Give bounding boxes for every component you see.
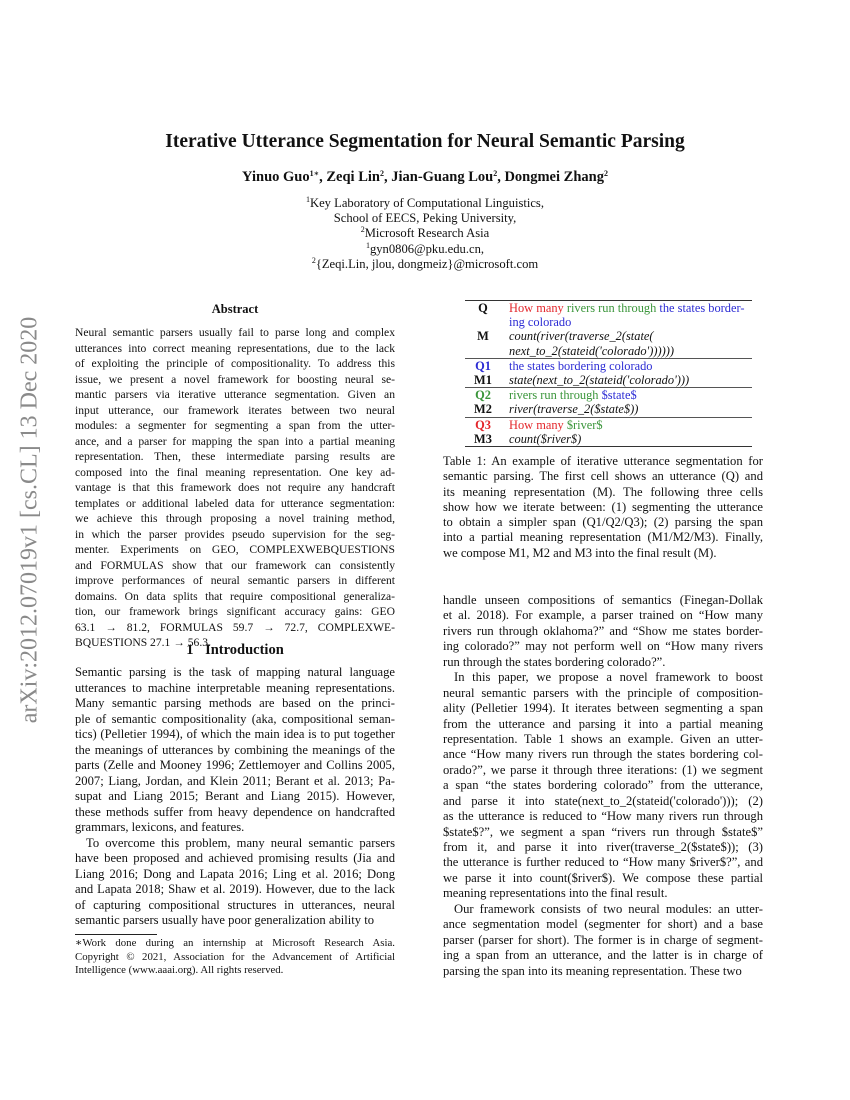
- meaning-representation: [501, 402, 638, 416]
- author-list: [0, 169, 850, 186]
- text-line: we achieve this through proposing a novel training method,: [75, 512, 395, 525]
- utterance-segment: $state$: [601, 388, 637, 403]
- right-column-text: [443, 593, 763, 979]
- table-bottom-rule: [465, 446, 752, 447]
- footnote-divider: [75, 934, 157, 935]
- row-label: M3: [474, 431, 492, 446]
- author-affiliation-mark: 2: [603, 169, 608, 178]
- text-line: parser (parser for short). The former is in charge of segment-: [443, 932, 763, 947]
- text-line: Copyright © 2021, Association for the Advancement of Artificial: [75, 950, 395, 963]
- row-label: [465, 344, 501, 358]
- affiliation-text: {Zeqi.Lin, jlou, dongmeiz}@microsoft.com: [315, 256, 539, 271]
- affiliation-text: Key Laboratory of Computational Linguistics,: [310, 196, 544, 210]
- text-line: menter. Experiments on GEO, COMPLEXWEBQUESTIONS: [75, 543, 395, 556]
- utterance: [501, 315, 571, 329]
- text-line: tion, our framework brings significant accuracy gains: GEO: [75, 605, 395, 618]
- row-label: [465, 315, 501, 329]
- paper-title: Iterative Utterance Segmentation for Neural Semantic Parsing: [165, 131, 685, 152]
- text-line: domains. On data splits that require compositional generaliza-: [75, 589, 395, 603]
- row-label: Q2: [475, 388, 491, 403]
- text-line: parsing the span into its meaning representation. These two: [443, 963, 742, 978]
- author-name: Yinuo Guo: [242, 169, 310, 185]
- text-line: input utterance, our framework iterates between two neural: [75, 403, 395, 417]
- text-line: rivers run through oklahoma?” and “Show me states border-: [443, 623, 763, 638]
- paragraph: [75, 836, 395, 929]
- text-line: representation. Then, these intermediate parsing results are: [75, 450, 395, 463]
- text-line: representation. Table 1 shows an example. Given an utter-: [443, 731, 763, 746]
- author-name: Zeqi Lin: [326, 169, 380, 185]
- table-row: [465, 329, 752, 343]
- table-row: [465, 432, 752, 446]
- text-line: supat and Liang 2015; Berant and Liang 2015). However,: [75, 789, 395, 803]
- text-line: utterances into correct meaning representations, due to the lack: [75, 341, 395, 355]
- row-label: Q1: [475, 358, 491, 373]
- utterance-segment: rivers run through: [566, 301, 660, 315]
- affiliation-mark: 1: [365, 240, 370, 250]
- text-line: Neural semantic parsers usually fail to parse long and complex: [75, 326, 395, 339]
- table-caption: [443, 454, 763, 561]
- text-line: ance segmentation model (segmenter for short) and a base: [443, 917, 763, 932]
- utterance: [501, 418, 603, 432]
- text-line: run through the states bordering colorado?”.: [443, 654, 666, 669]
- utterance-segment: $river$: [566, 417, 603, 432]
- text-line: Table 1: An example of iterative utterance segmentation for: [443, 454, 763, 468]
- text-line: composed into the final meaning representation. One key ad-: [75, 465, 395, 479]
- utterance-segment: river(traverse_2($state$)): [509, 402, 639, 417]
- example-table: [465, 300, 752, 447]
- paragraph: [75, 937, 395, 978]
- table-row: [465, 373, 752, 387]
- text-line: utterances to machine interpretable meaning representations.: [75, 680, 395, 695]
- text-line: and FORMULAS show that our framework can consistently: [75, 558, 395, 572]
- row-label: M2: [474, 402, 492, 417]
- text-line: to obtain a simpler span (Q1/Q2/Q3); (2) parsing the span: [443, 515, 763, 530]
- paragraph: [443, 454, 763, 561]
- meaning-representation: [501, 373, 689, 387]
- text-line: neural semantic parsers with the principle of composition-: [443, 685, 763, 700]
- text-line: ance “How many rivers run through the states bordering col-: [443, 747, 763, 762]
- utterance-segment: the states border-: [659, 301, 745, 315]
- table-row: [465, 301, 752, 315]
- text-line: ance, and a parser for mapping the span into a partial meaning: [75, 434, 395, 448]
- text-line: orado?”, we parse it through three iterations: (1) we segment: [443, 762, 763, 777]
- affiliation-line: [0, 196, 850, 211]
- text-line: as the utterance is reduced to “How many rivers run through: [443, 809, 763, 824]
- text-line: into a partial meaning representation (M1/M2/M3). Finally,: [443, 530, 763, 545]
- author-separator: ,: [497, 169, 505, 185]
- meaning-representation: [501, 344, 674, 358]
- table-row: [465, 315, 752, 329]
- row-label: Q3: [475, 417, 491, 432]
- meaning-representation: [501, 329, 654, 343]
- text-line: Intelligence (www.aaai.org). All rights reserved.: [75, 964, 284, 977]
- paragraph: [75, 665, 395, 836]
- text-line: modules: a segmenter for segmenting a span from the utter-: [75, 419, 395, 432]
- text-line: these methods suffer from heavy dependence on handcrafted: [75, 804, 395, 819]
- text-line: from it, and parse it into river(traverse_2($state$)); (3): [443, 840, 763, 854]
- author-separator: ,: [383, 169, 392, 185]
- paragraph: [443, 670, 763, 902]
- affiliation-mark: 1: [306, 195, 310, 204]
- table-row: [465, 359, 752, 373]
- table-row: [465, 388, 752, 402]
- text-line: its meaning representation (M). The following three cells: [443, 484, 763, 499]
- author-affiliation-mark: 2: [493, 169, 498, 178]
- author-affiliation-mark: 1∗: [309, 169, 320, 178]
- utterance-segment: count($river$): [509, 431, 582, 446]
- affiliation-text: Microsoft Research Asia: [364, 226, 490, 241]
- paragraph: [443, 902, 763, 979]
- author-name: Dongmei Zhang: [504, 169, 604, 185]
- row-label: Q: [478, 301, 488, 315]
- affiliation-mark: 2: [311, 255, 316, 265]
- text-line: parts (Zelle and Mooney 1996; Zettlemoyer and Collins 2005,: [75, 758, 395, 772]
- author-name: Jian-Guang Lou: [391, 169, 494, 185]
- text-line: ing colorado?” may not perform well on “How many rivers: [443, 639, 763, 654]
- affiliation-line: [0, 226, 850, 241]
- text-line: et al. 2018). For example, a parser trained on “How many: [443, 608, 763, 623]
- utterance: [501, 301, 744, 315]
- row-label: M1: [474, 372, 492, 387]
- utterance: [501, 359, 652, 373]
- text-line: meaning representations into the final result.: [443, 886, 668, 901]
- text-line: improve performances of neural semantic parsers in different: [75, 574, 395, 587]
- arxiv-identifier: arXiv:2012.07019v1 [cs.CL] 13 Dec 2020: [16, 316, 43, 724]
- introduction-text: [75, 665, 395, 929]
- text-line: of exploiting the principle of compositionality. To address this: [75, 357, 395, 370]
- text-line: and Lapata 2018; Shaw et al. 2019). However, due to the lack: [75, 882, 395, 896]
- text-line: ∗Work done during an internship at Microsoft Research Asia.: [75, 937, 395, 949]
- text-line: semantic parsers usually have poor generalization ability to: [75, 913, 375, 927]
- table-row: [465, 418, 752, 432]
- text-line: vantage is that this framework does not require any handcraft: [75, 481, 395, 494]
- table-row: [465, 344, 752, 358]
- meaning-representation: [501, 432, 581, 446]
- text-line: show how we iterate between: (1) segmenting the utterance: [443, 499, 763, 514]
- utterance-segment: the states bordering colorado: [509, 358, 653, 373]
- utterance-segment: How many: [509, 417, 567, 432]
- author-separator: ,: [319, 169, 327, 185]
- utterance: [501, 388, 637, 402]
- text-line: the utterance is further reduced to “How many $river$?”, and: [443, 855, 763, 870]
- text-line: semantic parsing. The first cell shows an utterance (Q) and: [443, 469, 763, 484]
- row-label: M: [477, 329, 489, 344]
- text-line: 63.1 → 81.2, FORMULAS 59.7 → 72.7, COMPLEXWE-: [75, 620, 395, 634]
- utterance-segment: next_to_2(stateid('colorado')))))): [509, 343, 674, 358]
- text-line: handle unseen compositions of semantics (Finegan-Dollak: [443, 593, 763, 607]
- text-line: in which the parser provides pseudo supervision for the seg-: [75, 527, 395, 541]
- author-affiliation-mark: 2: [379, 169, 384, 178]
- utterance-segment: rivers run through: [509, 388, 602, 403]
- text-line: ality (Pelletier 1994). It iterates between segmenting a span: [443, 701, 763, 716]
- text-line: templates or additional labeled data for utterance segmentation:: [75, 496, 395, 510]
- text-line: To overcome this problem, many neural semantic parsers: [86, 835, 395, 850]
- utterance-segment: state(next_to_2(stateid('colorado'))): [509, 372, 690, 387]
- text-line: Our framework consists of two neural modules: an utter-: [454, 901, 763, 916]
- text-line: a span “the states bordering colorado” from the utterance,: [443, 778, 763, 793]
- affiliation-line: [0, 242, 850, 257]
- text-line: issue, we present a novel framework for boosting neural se-: [75, 372, 395, 386]
- text-line: Semantic parsing is the task of mapping natural language: [75, 665, 395, 679]
- text-line: of capturing compositional structures in utterances, neural: [75, 897, 395, 912]
- affiliation-mark: 2: [360, 225, 365, 235]
- table-row: [465, 402, 752, 416]
- footnote: [75, 937, 395, 978]
- utterance-segment: ing colorado: [509, 315, 572, 330]
- utterance-segment: How many: [509, 301, 567, 315]
- affiliation-text: gyn0806@pku.edu.cn,: [369, 241, 485, 256]
- text-line: tics) (Pelletier 1994), of which the main idea is to put together: [75, 727, 395, 741]
- text-line: Liang 2016; Dong and Lapata 2016; Ling et al. 2016; Dong: [75, 866, 395, 881]
- text-line: from the utterance and parsing it into a partial meaning: [443, 716, 763, 731]
- abstract-text: [75, 325, 395, 651]
- text-line: and parse it into state(next_to_2(stateid('colorado'))); (2): [443, 793, 763, 808]
- text-line: $state$?”, we segment a span “rivers run through $state$”: [443, 824, 763, 839]
- affiliations: [0, 196, 850, 272]
- text-line: have been proposed and achieved promising results (Jia and: [75, 851, 395, 865]
- text-line: ing a span from an utterance, and the latter is in charge of: [443, 948, 763, 963]
- text-line: BQUESTIONS 27.1 → 56.3.: [75, 636, 211, 649]
- text-line: In this paper, we propose a novel framework to boost: [454, 670, 763, 685]
- paragraph: [443, 593, 763, 670]
- paragraph: [75, 325, 395, 651]
- affiliation-line: [0, 211, 850, 226]
- text-line: the meanings of utterances by combining the meanings of the: [75, 742, 395, 757]
- affiliation-line: [0, 257, 850, 272]
- text-line: we parse it into count($river$). We compose these partial: [443, 870, 763, 885]
- text-line: grammars, lexicons, and features.: [75, 820, 245, 834]
- text-line: 2007; Liang, Jordan, and Klein 2011; Berant et al. 2013; Pa-: [75, 773, 395, 788]
- text-line: Many semantic parsing methods are based on the princi-: [75, 696, 395, 710]
- affiliation-text: School of EECS, Peking University,: [333, 211, 517, 226]
- text-line: ple of semantic compositionality (aka, compositional seman-: [75, 711, 395, 726]
- text-line: we compose M1, M2 and M3 into the final result (M).: [443, 545, 717, 560]
- utterance-segment: count(river(traverse_2(state(: [509, 329, 654, 344]
- text-line: mantic parsers via iterative utterance segmentation. Given an: [75, 388, 395, 401]
- abstract-heading: Abstract: [211, 302, 259, 316]
- section-heading-introduction: 1 Introduction: [186, 642, 284, 658]
